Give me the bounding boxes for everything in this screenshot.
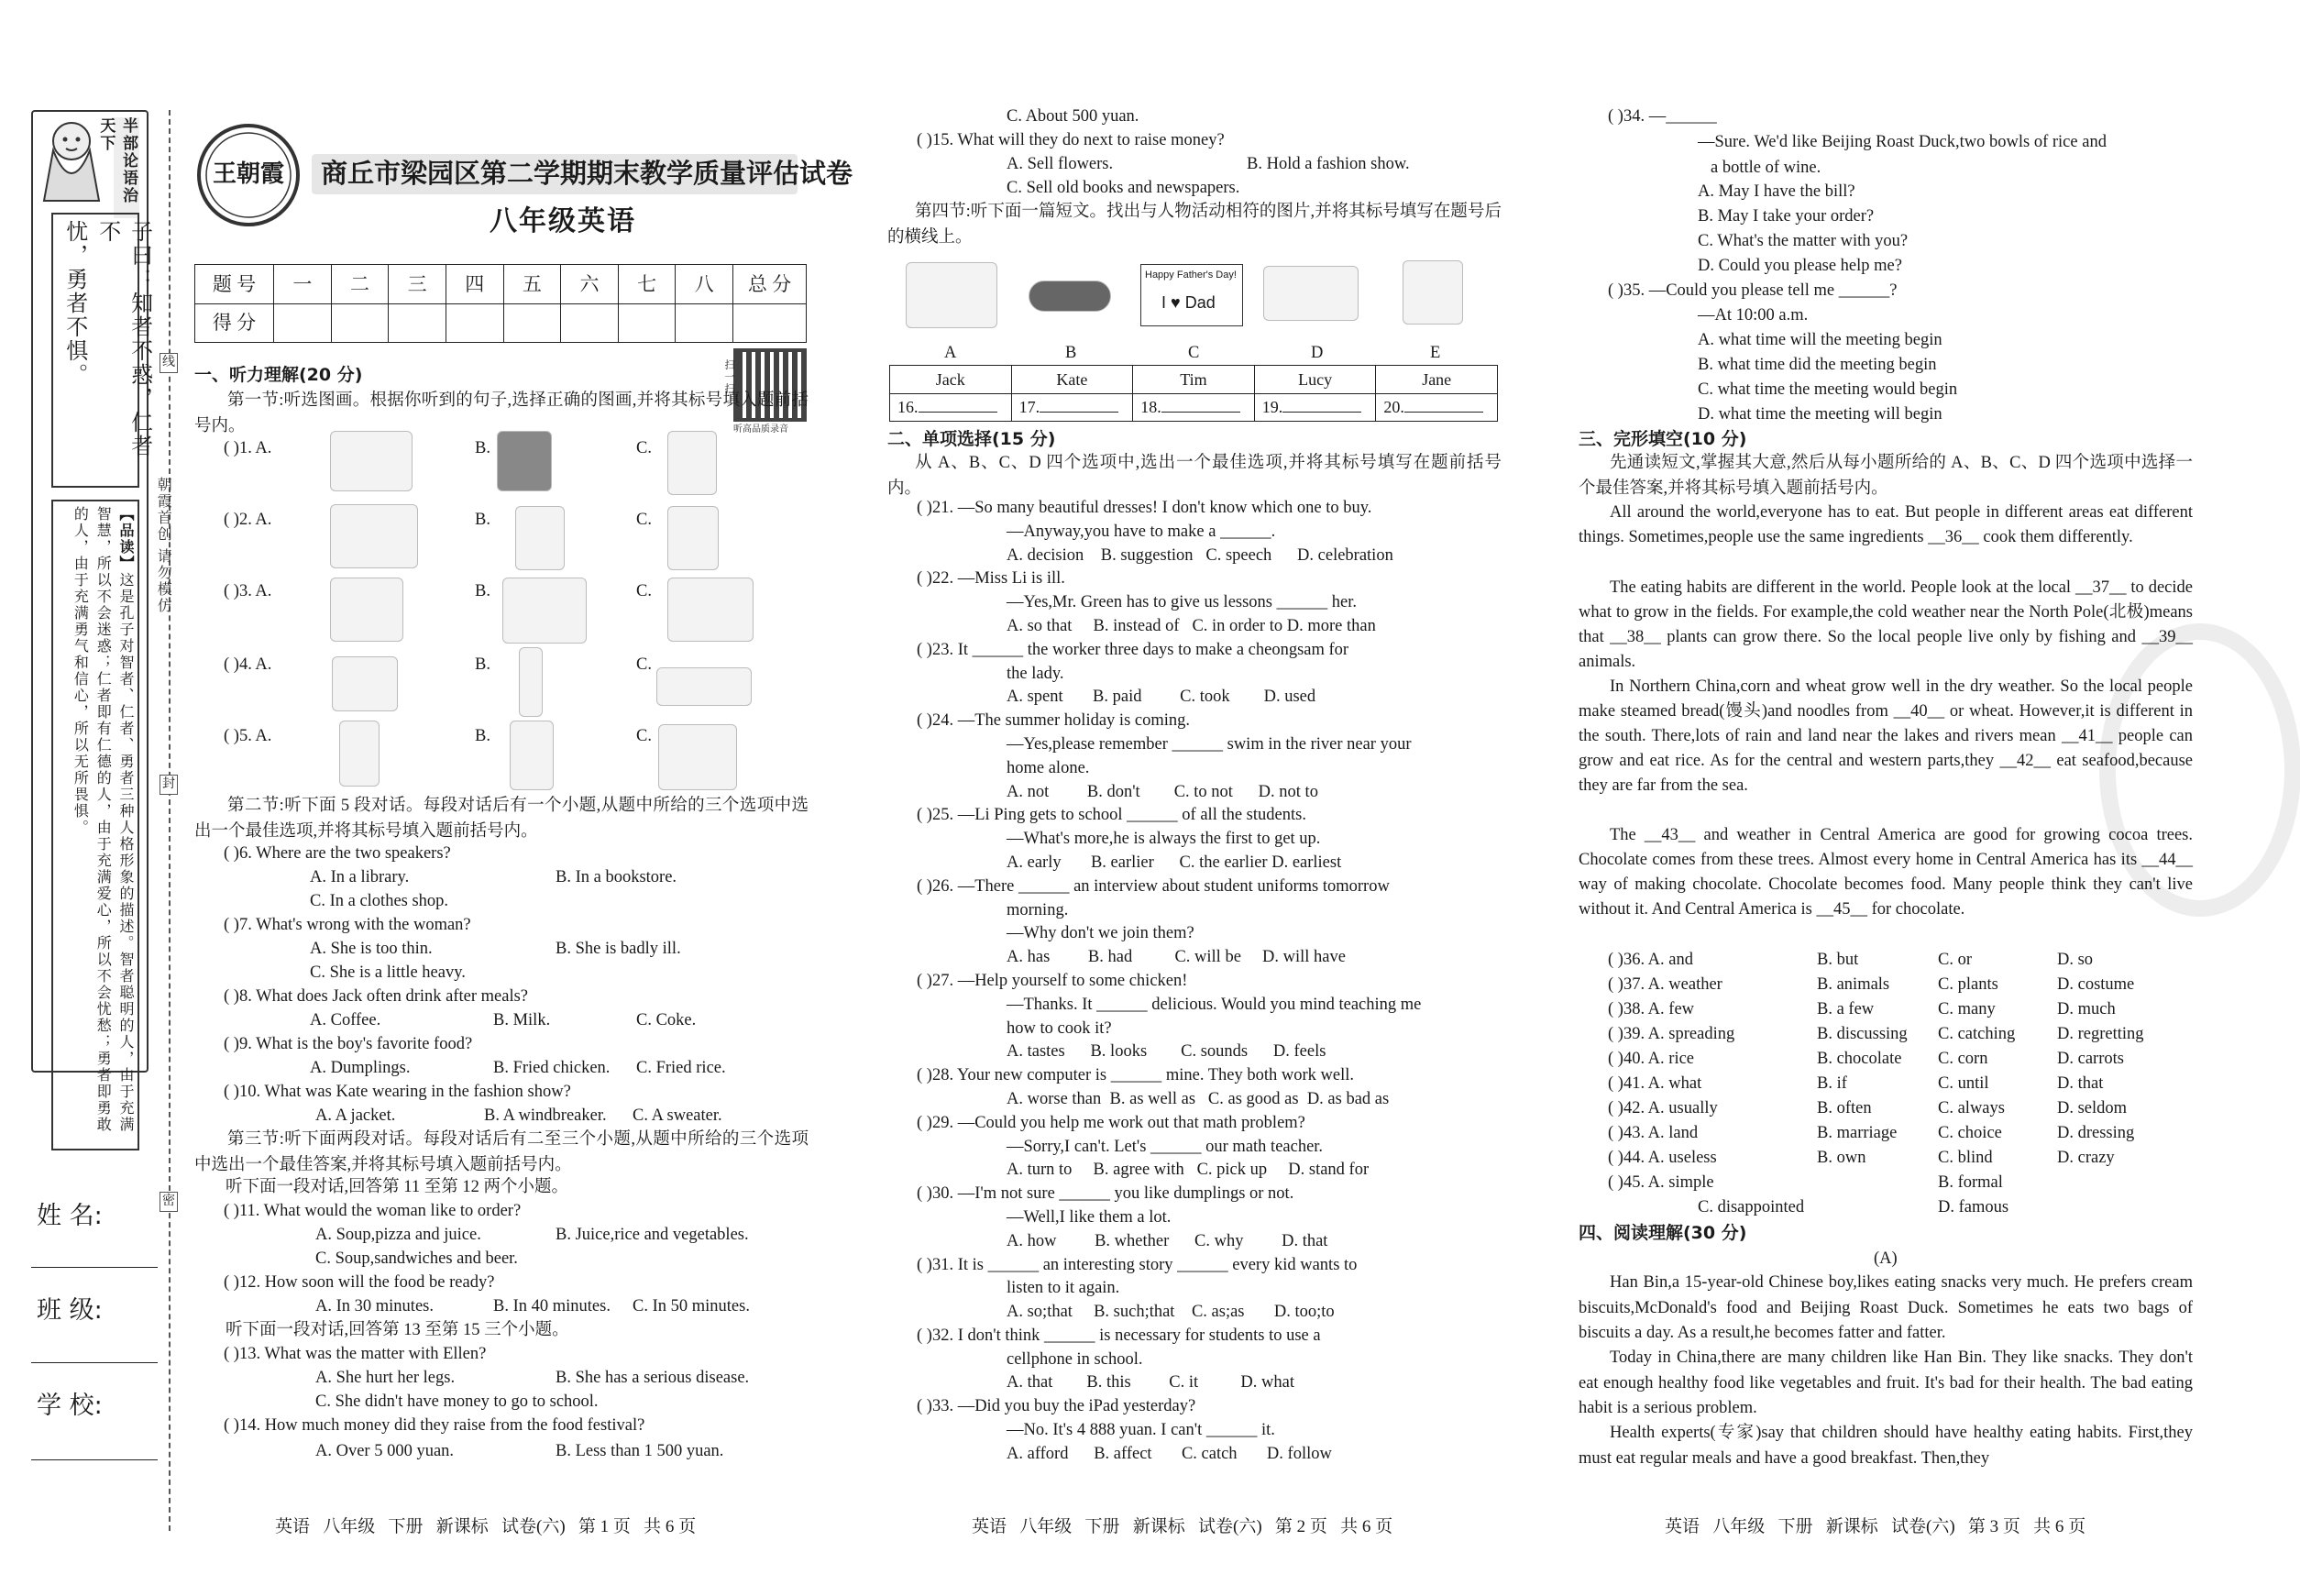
section-3-intro: 先通读短文,掌握其大意,然后从每小题所给的 A、B、C、D 四个选项中选择一个最佳答案,并将其标号填入题前括号内。: [1579, 454, 2193, 498]
reading-para-1: Han Bin,a 15-year-old Chinese boy,likes eating snacks very much. He prefers cream biscuits,McDonald's food and Beijing Roast Duck. Sometimes he eats two bags of biscuits a day. As a result,he becomes fatter and fatter.: [1579, 1273, 2193, 1342]
mcq-line: listen to it again.: [1007, 1279, 1120, 1298]
watermark-seal: [2099, 623, 2300, 917]
mcq-line: —Yes,please remember ______ swim in the river near your: [1007, 734, 1412, 754]
mcq-options: A. afford B. affect C. catch D. follow: [1007, 1444, 1332, 1463]
opt-c-label: C.: [636, 582, 652, 600]
cloze-para-3: In Northern China,corn and wheat grow well in the dry weather. So the local people make steamed bread(馒头)and noodles from __40__ or wheat. However,it is different in the south. There,lots of rain and land near the lakes and rivers mean __41__ people can grow and eat rice. As for the central and western parts,they __42__ eat seafood,because they are far from the sea.: [1579, 677, 2193, 795]
answer-cell[interactable]: [1254, 393, 1376, 422]
score-cell: 一: [274, 265, 332, 304]
name-field[interactable]: [31, 1267, 158, 1268]
picture-1b: [497, 431, 552, 491]
pic-letter-a: A: [944, 344, 957, 362]
q9: ( )9. What is the boy's favorite food?: [224, 1035, 473, 1053]
cloze-option: D. regretting: [2057, 1025, 2144, 1043]
mcq-question: ( )32. I don't think ______ is necessary for students to use a: [917, 1326, 1321, 1345]
mcq-options: A. that B. this C. it D. what: [1007, 1373, 1294, 1392]
mcq-question: ( )33. —Did you buy the iPad yesterday?: [917, 1397, 1196, 1416]
mcq-options: A. so that B. instead of C. in order to D. more than: [1007, 616, 1376, 635]
q13: ( )13. What was the matter with Ellen?: [224, 1345, 487, 1363]
cloze-row: [1608, 997, 2195, 1022]
q11-a: A. Soup,pizza and juice.: [315, 1226, 481, 1244]
pic-q1: ( )1. A.: [224, 439, 272, 457]
score-cell: 八: [676, 265, 733, 304]
mcq-question: ( )26. —There ______ an interview about student uniforms tomorrow: [917, 876, 1390, 896]
q7: ( )7. What's wrong with the woman?: [224, 916, 471, 934]
cloze-option: C. or: [1938, 951, 1972, 969]
cloze-option: ( )36. A. and: [1608, 951, 1693, 969]
cloze-option: B. animals: [1817, 975, 1890, 994]
mcq-question: ( )23. It ______ the worker three days to make a cheongsam for: [917, 640, 1349, 659]
cloze-option: ( )39. A. spreading: [1608, 1025, 1735, 1043]
cloze-option: B. formal: [1938, 1173, 2003, 1192]
pic-letter-d: D: [1311, 344, 1324, 362]
picture-sunglasses: [1029, 281, 1111, 312]
mcq-line: morning.: [1007, 900, 1069, 919]
picture-5b: [510, 721, 554, 790]
mcq-line: home alone.: [1007, 758, 1090, 777]
exam-subtitle: 八年级英语: [490, 205, 636, 237]
score-input[interactable]: [503, 303, 561, 343]
mcq-line: how to cook it?: [1007, 1018, 1112, 1038]
q9-c: C. Fried rice.: [636, 1059, 726, 1077]
score-input[interactable]: [561, 303, 619, 343]
cloze-row: [1608, 1121, 2195, 1146]
picture-4b: [519, 647, 543, 717]
q34-b: B. May I take your order?: [1698, 207, 1875, 226]
mcq-question: ( )29. —Could you help me work out that math problem?: [917, 1113, 1305, 1132]
quote-line-1: 子曰：知者不惑，仁者不: [94, 220, 153, 458]
picture-shoes: [1263, 266, 1359, 321]
pic-q2: ( )2. A.: [224, 511, 272, 529]
q35-a: A. what time will the meeting begin: [1698, 331, 1942, 349]
section-4-heading: 四、阅读理解(30 分): [1579, 1223, 1747, 1243]
q12: ( )12. How soon will the food be ready?: [224, 1273, 495, 1292]
name-cell: Tim: [1133, 366, 1255, 394]
cloze-row: [1608, 1072, 2195, 1096]
card-text-2: I ♥ Dad: [1161, 293, 1216, 312]
match-table: [889, 365, 1498, 422]
score-cell: 七: [618, 265, 676, 304]
mcq-list: [917, 497, 1503, 1467]
q45-d: D. famous: [1938, 1198, 2009, 1216]
cloze-option: ( )41. A. what: [1608, 1074, 1702, 1093]
listening-part4-intro: 第四节:听下面一篇短文。找出与人物活动相符的图片,并将其标号填写在题号后的横线上。: [887, 203, 1502, 247]
cloze-option: C. many: [1938, 1000, 1996, 1018]
opt-c-label: C.: [636, 439, 652, 457]
q34-d: D. Could you please help me?: [1698, 257, 1902, 275]
pindu-body: 这是孔子对智者、仁者、勇者三种人格形象的描述。智者聪明的人，由于充满智慧，所以不会迷惑；仁者即有仁德的人，由于充满爱心，所以不会忧愁；勇者即勇敢的人，由于充满勇气和信心，所以无所畏惧。: [72, 506, 133, 1133]
score-table: [194, 264, 807, 343]
answer-cell[interactable]: [1011, 393, 1133, 422]
cloze-option: C. until: [1938, 1074, 1989, 1093]
cloze-option: D. much: [2057, 1000, 2116, 1018]
cloze-option: ( )42. A. usually: [1608, 1099, 1718, 1117]
q35-b: B. what time did the meeting begin: [1698, 356, 1937, 374]
cloze-option: C. blind: [1938, 1149, 1993, 1167]
q11-b: B. Juice,rice and vegetables.: [556, 1226, 749, 1244]
pic-letter-e: E: [1430, 344, 1441, 362]
mcq-options: A. not B. don't C. to not D. not to: [1007, 782, 1318, 801]
q35-d: D. what time the meeting will begin: [1698, 405, 1942, 424]
q10-c: C. A sweater.: [633, 1106, 722, 1125]
mcq-line: the lady.: [1007, 664, 1064, 683]
picture-1c: [667, 431, 717, 495]
cloze-options: [1608, 948, 2195, 1195]
mcq-options: A. tastes B. looks C. sounds D. feels: [1007, 1042, 1326, 1062]
score-cell: 二: [331, 265, 389, 304]
cloze-option: C. catching: [1938, 1025, 2016, 1043]
answer-num: 20.: [1383, 398, 1404, 417]
qr-label: 听高品质录音: [733, 424, 788, 435]
opt-b-label: B.: [475, 439, 490, 457]
mark-line: 线: [160, 353, 178, 373]
q9-a: A. Dumplings.: [310, 1059, 411, 1077]
q7-c: C. She is a little heavy.: [310, 963, 466, 982]
cloze-option: C. plants: [1938, 975, 1998, 994]
score-cell: 总 分: [733, 265, 807, 304]
reading-para-2: Today in China,there are many children like Han Bin. They like snacks. They don't eat enough healthy food like vegetables and fruit. It's bad for their health. The bad eating habit is a serious problem.: [1579, 1348, 2193, 1417]
score-input[interactable]: [446, 303, 503, 343]
name-cell: Kate: [1011, 366, 1133, 394]
listening-part1-intro: 第一节:听选图画。根据你听到的句子,选择正确的图画,并将其标号填入题前括号内。: [194, 391, 809, 435]
answer-num: 19.: [1261, 398, 1283, 417]
mcq-question: ( )28. Your new computer is ______ mine. They both work well.: [917, 1066, 1355, 1085]
section-2-intro: 从 A、B、C、D 四个选项中,选出一个最佳选项,并将其标号填写在题前括号内。: [887, 454, 1502, 498]
score-input[interactable]: [618, 303, 676, 343]
picture-3a: [330, 578, 403, 642]
picture-2c: [667, 506, 719, 570]
mcq-options: A. spent B. paid C. took D. used: [1007, 688, 1316, 707]
cloze-option: D. seldom: [2057, 1099, 2128, 1117]
mcq-question: ( )22. —Miss Li is ill.: [917, 569, 1065, 589]
q34-a: A. May I have the bill?: [1698, 182, 1855, 201]
q6-b: B. In a bookstore.: [556, 868, 677, 886]
mcq-line: —Yes,Mr. Green has to give us lessons ______ her.: [1007, 593, 1357, 612]
cloze-option: B. marriage: [1817, 1124, 1898, 1142]
q12-c: C. In 50 minutes.: [633, 1297, 750, 1315]
mcq-line: —No. It's 4 888 yuan. I can't ______ it.: [1007, 1421, 1275, 1440]
picture-5a: [339, 721, 380, 787]
q14: ( )14. How much money did they raise from the food festival?: [224, 1416, 645, 1435]
footer-page-1: 英语 八年级 下册 新课标 试卷(六) 第 1 页 共 6 页: [275, 1517, 697, 1536]
qr-side-label: 扫一扫: [722, 359, 734, 395]
match-answers: [890, 393, 1498, 422]
mcq-line: —What's more,he is always the first to get up.: [1007, 830, 1321, 849]
mark-seal: 封: [160, 775, 178, 795]
mcq-line: —Sorry,I can't. Let's ______ our math teacher.: [1007, 1137, 1324, 1156]
mcq-options: A. worse than B. as well as C. as good as D. as bad as: [1007, 1089, 1390, 1108]
cloze-row: [1608, 973, 2195, 997]
cloze-option: D. that: [2057, 1074, 2104, 1093]
answer-num: 18.: [1140, 398, 1161, 417]
opt-b-label: B.: [475, 582, 490, 600]
exam-title: 商丘市梁园区第二学期期末教学质量评估试卷: [321, 158, 853, 189]
q34: ( )34. —______: [1608, 107, 1717, 126]
cloze-option: ( )43. A. land: [1608, 1124, 1699, 1142]
cloze-row: [1608, 1171, 2195, 1195]
mcq-options: A. so;that B. such;that C. as;as D. too;to: [1007, 1303, 1335, 1322]
answer-cell[interactable]: [890, 393, 1012, 422]
answer-blank[interactable]: [1404, 412, 1483, 413]
q45-c: C. disappointed: [1698, 1198, 1805, 1216]
cloze-row: [1608, 948, 2195, 973]
listening-part3-intro: 第三节:听下面两段对话。每段对话后有二至三个小题,从题中所给的三个选项中选出一个最佳答案,并将其标号填入题前括号内。: [194, 1130, 809, 1174]
cloze-row: [1608, 1047, 2195, 1072]
school-label: 学 校:: [37, 1392, 103, 1420]
name-label: 姓 名:: [37, 1202, 103, 1230]
answer-cell[interactable]: [1376, 393, 1498, 422]
picture-4c: [656, 667, 752, 706]
picture-2b: [515, 506, 565, 570]
cloze-option: C. choice: [1938, 1124, 2002, 1142]
cloze-option: B. if: [1817, 1074, 1847, 1093]
pic-q3: ( )3. A.: [224, 582, 272, 600]
score-input[interactable]: [331, 303, 389, 343]
quote-line-2: 忧，勇者不惧。: [61, 220, 88, 387]
cloze-option: D. so: [2057, 951, 2094, 969]
brand-name: 王朝霞: [212, 160, 284, 188]
opt-b-label: B.: [475, 727, 490, 745]
q34-c: C. What's the matter with you?: [1698, 232, 1909, 250]
picture-3c: [667, 578, 754, 642]
pic-q5: ( )5. A.: [224, 727, 272, 745]
cloze-row: [1608, 1146, 2195, 1171]
cloze-option: B. own: [1817, 1149, 1866, 1167]
q12-b: B. In 40 minutes.: [493, 1297, 611, 1315]
cloze-option: C. always: [1938, 1099, 2005, 1117]
cloze-option: D. costume: [2057, 975, 2135, 994]
picture-shirt: [1403, 260, 1463, 325]
score-cell: 四: [446, 265, 503, 304]
hint-11-12: 听下面一段对话,回答第 11 至第 12 两个小题。: [226, 1178, 568, 1196]
mcq-question: ( )24. —The summer holiday is coming.: [917, 711, 1191, 731]
mark-secret: 密: [160, 1192, 178, 1212]
picture-card: [1140, 264, 1243, 326]
q11-c: C. Soup,sandwiches and beer.: [315, 1249, 518, 1268]
cloze-option: D. crazy: [2057, 1149, 2115, 1167]
mcq-line: —Why don't we join them?: [1007, 924, 1194, 943]
section-2-heading: 二、单项选择(15 分): [887, 429, 1056, 449]
class-label: 班 级:: [37, 1296, 103, 1325]
mcq-line: —Thanks. It ______ delicious. Would you mind teaching me: [1007, 995, 1422, 1014]
cloze-para-1: All around the world,everyone has to eat. But people in different areas eat different things. Sometimes,people use the same ingredients __36__ cook them differently.: [1579, 503, 2193, 546]
vertical-note: 朝霞首创 请勿模仿: [155, 477, 171, 614]
q12-a: A. In 30 minutes.: [315, 1297, 434, 1315]
answer-blank[interactable]: [1161, 412, 1240, 413]
q15-c: C. Sell old books and newspapers.: [1007, 179, 1240, 197]
pic-letter-b: B: [1065, 344, 1077, 362]
picture-4a: [332, 656, 398, 711]
footer-page-2: 英语 八年级 下册 新课标 试卷(六) 第 2 页 共 6 页: [972, 1517, 1393, 1536]
answer-cell[interactable]: [1133, 393, 1255, 422]
cloze-row: [1608, 1022, 2195, 1047]
picture-cake: [906, 262, 997, 328]
mcq-options: A. how B. whether C. why D. that: [1007, 1231, 1328, 1250]
q14-c: C. About 500 yuan.: [1007, 107, 1139, 126]
q10: ( )10. What was Kate wearing in the fashion show?: [224, 1083, 571, 1101]
q8-c: C. Coke.: [636, 1011, 697, 1029]
name-cell: Lucy: [1254, 366, 1376, 394]
pindu-text: [55, 506, 136, 1139]
answer-blank[interactable]: [1040, 412, 1118, 413]
footer-page-3: 英语 八年级 下册 新课标 试卷(六) 第 3 页 共 6 页: [1665, 1517, 2086, 1536]
q15-a: A. Sell flowers.: [1007, 155, 1114, 173]
picture-5c: [658, 724, 737, 790]
picture-1a: [330, 431, 413, 491]
picture-2a: [330, 504, 418, 568]
q6-a: A. In a library.: [310, 868, 410, 886]
q10-b: B. A windbreaker.: [484, 1106, 607, 1125]
q8-b: B. Milk.: [493, 1011, 551, 1029]
cloze-para-2: The eating habits are different in the world. People look at the local __37__ to decide what to grow in the fields. For example,the cold weather near the North Pole(北极)means that __38__ plants can grow there. So the local people live only by fishing and __39__ animals.: [1579, 578, 2193, 671]
cloze-option: ( )38. A. few: [1608, 1000, 1695, 1018]
section-3-heading: 三、完形填空(10 分): [1579, 429, 1747, 449]
cloze-para-4: The __43__ and weather in Central America are good for growing cocoa trees. Chocolate comes from these trees. Almost every home in Central America has its __44__ way of making chocolate. Chocolate becomes food. Many people think they can't live without it. And Central America is __45__ for chocolate.: [1579, 826, 2193, 919]
score-table-row: [195, 303, 807, 343]
opt-c-label: C.: [636, 727, 652, 745]
mcq-line: —Well,I like them a lot.: [1007, 1207, 1172, 1227]
reading-para-3: Health experts(专家)say that children should have healthy eating habits. First,they must eat regular meals and have a good breakfast. Then,they: [1579, 1424, 2193, 1468]
score-table-header: [195, 265, 807, 304]
reading-part-a: (A): [1874, 1249, 1898, 1268]
mcq-line: —Anyway,you have to make a ______.: [1007, 522, 1276, 541]
match-names: [890, 366, 1498, 394]
binding-line: [169, 110, 171, 1531]
mcq-question: ( )27. —Help yourself to some chicken!: [917, 971, 1188, 990]
q13-a: A. She hurt her legs.: [315, 1369, 456, 1387]
q7-b: B. She is badly ill.: [556, 940, 681, 958]
mcq-options: A. has B. had C. will be D. will have: [1007, 948, 1346, 967]
opt-c-label: C.: [636, 511, 652, 529]
mcq-line: cellphone in school.: [1007, 1349, 1143, 1369]
cloze-option: B. a few: [1817, 1000, 1875, 1018]
score-input[interactable]: [274, 303, 332, 343]
score-cell: 六: [561, 265, 619, 304]
mcq-options: A. early B. earlier C. the earlier D. earliest: [1007, 853, 1342, 872]
card-text-1: Happy Father's Day!: [1145, 270, 1237, 281]
score-input[interactable]: [733, 303, 807, 343]
cloze-option: D. dressing: [2057, 1124, 2135, 1142]
score-cell: 得 分: [195, 303, 274, 343]
score-cell: 三: [389, 265, 446, 304]
q35-c: C. what time the meeting would begin: [1698, 380, 1958, 399]
name-cell: Jane: [1376, 366, 1498, 394]
school-field[interactable]: [31, 1459, 158, 1460]
q34-line2: —Sure. We'd like Beijing Roast Duck,two bowls of rice and: [1698, 133, 2107, 151]
answer-num: 17.: [1018, 398, 1040, 417]
opt-b-label: B.: [475, 511, 490, 529]
pindu-label: 【品读】: [117, 506, 133, 572]
answer-num: 16.: [897, 398, 919, 417]
q14-a: A. Over 5 000 yuan.: [315, 1442, 455, 1460]
mcq-question: ( )31. It is ______ an interesting story ______ every kid wants to: [917, 1255, 1358, 1274]
pic-letter-c: C: [1188, 344, 1200, 362]
cloze-option: ( )45. A. simple: [1608, 1173, 1714, 1192]
pic-q4: ( )4. A.: [224, 655, 272, 674]
cloze-option: ( )40. A. rice: [1608, 1050, 1695, 1068]
mcq-question: ( )30. —I'm not sure ______ you like dumplings or not.: [917, 1184, 1294, 1204]
cloze-option: B. often: [1817, 1099, 1872, 1117]
q35-line2: —At 10:00 a.m.: [1698, 306, 1809, 325]
q13-c: C. She didn't have money to go to school.: [315, 1392, 599, 1411]
brand-logo: [194, 121, 303, 229]
q14-b: B. Less than 1 500 yuan.: [556, 1442, 724, 1460]
cloze-option: ( )44. A. useless: [1608, 1149, 1717, 1167]
listening-part2-intro: 第二节:听下面 5 段对话。每段对话后有一个小题,从题中所给的三个选项中选出一个最佳选项,并将其标号填入题前括号内。: [194, 797, 809, 841]
q15: ( )15. What will they do next to raise money?: [917, 131, 1225, 149]
score-cell: 五: [503, 265, 561, 304]
q34-line3: a bottle of wine.: [1711, 159, 1821, 177]
cloze-option: B. but: [1817, 951, 1859, 969]
q8-a: A. Coffee.: [310, 1011, 381, 1029]
q10-a: A. A jacket.: [315, 1106, 396, 1125]
mcq-question: ( )21. —So many beautiful dresses! I don't know which one to buy.: [917, 499, 1372, 517]
cloze-option: D. carrots: [2057, 1050, 2124, 1068]
opt-c-label: C.: [636, 655, 652, 674]
q9-b: B. Fried chicken.: [493, 1059, 611, 1077]
answer-blank[interactable]: [919, 412, 997, 413]
cloze-row: [1608, 1096, 2195, 1121]
q6-c: C. In a clothes shop.: [310, 892, 449, 910]
cloze-option: ( )37. A. weather: [1608, 975, 1722, 994]
answer-blank[interactable]: [1282, 412, 1361, 413]
score-cell: 题 号: [195, 265, 274, 304]
q15-b: B. Hold a fashion show.: [1247, 155, 1410, 173]
hint-13-15: 听下面一段对话,回答第 13 至第 15 三个小题。: [226, 1321, 569, 1339]
score-input[interactable]: [676, 303, 733, 343]
cloze-option: B. chocolate: [1817, 1050, 1902, 1068]
opt-b-label: B.: [475, 655, 490, 674]
mcq-options: A. turn to B. agree with C. pick up D. stand for: [1007, 1161, 1370, 1180]
mcq-options: A. decision B. suggestion C. speech D. celebration: [1007, 545, 1393, 565]
q13-b: B. She has a serious disease.: [556, 1369, 750, 1387]
cloze-option: B. discussing: [1817, 1025, 1908, 1043]
class-field[interactable]: [31, 1362, 158, 1363]
q7-a: A. She is too thin.: [310, 940, 433, 958]
q8: ( )8. What does Jack often drink after meals?: [224, 987, 529, 1006]
cloze-option: C. corn: [1938, 1050, 1988, 1068]
section-1-heading: 一、听力理解(20 分): [194, 365, 363, 385]
name-cell: Jack: [890, 366, 1012, 394]
score-input[interactable]: [389, 303, 446, 343]
picture-3b: [502, 578, 587, 644]
q11: ( )11. What would the woman like to order?: [224, 1202, 522, 1220]
q35: ( )35. —Could you please tell me ______?: [1608, 281, 1898, 300]
q6: ( )6. Where are the two speakers?: [224, 844, 451, 863]
motto-top: 半部论语治天下: [114, 117, 139, 218]
mcq-question: ( )25. —Li Ping gets to school ______ of all the students.: [917, 806, 1306, 825]
